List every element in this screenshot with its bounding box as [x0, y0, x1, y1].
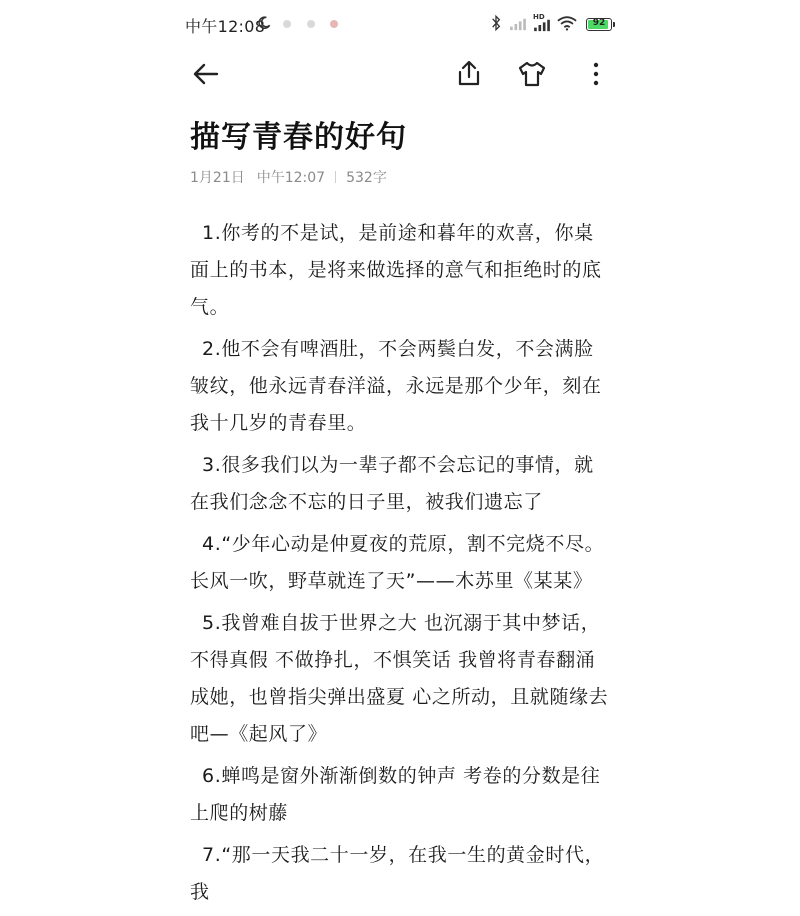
status-bar [170, 0, 630, 50]
phone-screen [170, 0, 630, 903]
signal-icon [509, 17, 527, 31]
more-vertical-icon[interactable] [580, 58, 612, 90]
moon-icon [258, 16, 271, 29]
note-paragraph[interactable]: 6.蝉鸣是窗外渐渐倒数的钟声 考卷的分数是往上爬的树藤 [190, 765, 601, 824]
wifi-icon [557, 16, 577, 31]
battery-icon [586, 18, 612, 31]
notification-icon [307, 20, 315, 28]
note-time: 中午12:07 [256, 170, 326, 186]
notification-icon [283, 20, 291, 28]
note-paragraph[interactable]: 7.“那一天我二十一岁，在我一生的黄金时代，我 [190, 844, 605, 903]
share-icon[interactable] [453, 58, 485, 90]
note-toolbar [170, 50, 630, 96]
word-count: 532字 [346, 170, 387, 186]
note-paragraph[interactable]: 4.“少年心动是仲夏夜的荒原，割不完烧不尽。长风一吹，野草就连了天”——木苏里《某某》 [190, 533, 605, 592]
note-paragraph[interactable]: 2.他不会有啤酒肚，不会两鬓白发，不会满脸皱纹，他永远青春洋溢，永远是那个少年，刻在我十几岁的青春里。 [190, 338, 602, 434]
battery-level: 92 [592, 18, 606, 28]
back-arrow-icon[interactable] [190, 58, 222, 90]
note-body[interactable] [190, 215, 612, 916]
note-paragraph[interactable]: 5.我曾难自拔于世界之大 也沉溺于其中梦话，不得真假 不做挣扎，不惧笑话 我曾将青春翻涌成她，也曾指尖弹出盛夏 心之所动，且就随缘去吧—《起风了》 [190, 612, 609, 745]
note-meta [190, 167, 387, 187]
note-date: 1月21日 [190, 170, 245, 186]
meta-divider [335, 171, 336, 183]
signal-icon [533, 18, 551, 32]
status-time: 中午12:08 [185, 17, 266, 36]
network-label: HD [533, 13, 545, 21]
shirt-icon[interactable] [516, 58, 548, 90]
note-title[interactable]: 描写青春的好句 [190, 120, 407, 155]
bluetooth-icon [491, 14, 501, 32]
note-paragraph[interactable]: 1.你考的不是试，是前途和暮年的欢喜，你桌面上的书本，是将来做选择的意气和拒绝时的底气。 [190, 222, 602, 318]
notification-icon [330, 20, 338, 28]
status-icons [491, 14, 616, 34]
note-paragraph[interactable]: 3.很多我们以为一辈子都不会忘记的事情，就在我们念念不忘的日子里，被我们遗忘了 [190, 454, 594, 513]
